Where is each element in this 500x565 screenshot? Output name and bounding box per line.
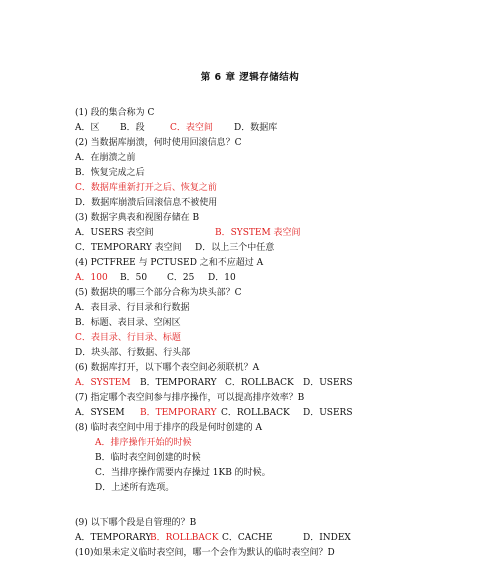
line-text: (7) 指定哪个表空间参与排序操作，可以提高排序效率？B	[75, 393, 305, 403]
line-text: D．数据库崩溃后回滚信息不被使用	[75, 198, 218, 208]
text-line	[75, 212, 199, 224]
line-text: (4) PCTFREE 与 PCTUSED 之和不应超过 A	[75, 258, 264, 268]
answer-text: B．SYSTEM 表空间	[215, 228, 301, 238]
line-text: (3) 数据字典表和视图存储在 B	[75, 213, 200, 223]
line-text: B．恢复完成之后	[75, 168, 145, 178]
line-text: A．TEMPORARY	[75, 533, 152, 543]
line-text: D．数据库	[234, 123, 278, 133]
text-line	[75, 197, 217, 209]
line-text: A．SYSEM	[75, 408, 125, 418]
text-line	[75, 392, 304, 404]
text-line	[75, 332, 181, 344]
answer-text: B．ROLLBACK	[150, 533, 219, 543]
line-text: D．INDEX	[303, 533, 351, 543]
chapter-title: 第 6 章 逻辑存储结构	[200, 72, 300, 83]
answer-text: C．表空间	[170, 123, 213, 133]
line-text: A．表目录、行目录和行数据	[75, 303, 190, 313]
line-text: B．段	[120, 123, 145, 133]
line-text: C．CACHE	[222, 533, 273, 543]
line-text: D．10	[208, 273, 236, 283]
text-line	[95, 467, 271, 479]
text-line	[75, 347, 190, 359]
answer-text: A．100	[75, 273, 108, 283]
line-text: (6) 数据库打开，以下哪个表空间必须联机？A	[75, 363, 260, 373]
line-text: D．以上三个中任意	[195, 243, 275, 253]
text-line	[95, 437, 192, 449]
text-line	[75, 152, 136, 164]
answer-text: B．TEMPORARY	[140, 408, 217, 418]
text-line	[75, 362, 259, 374]
text-line	[95, 482, 174, 494]
text-line	[75, 167, 145, 179]
line-text: A．区	[75, 123, 100, 133]
text-line	[75, 257, 263, 269]
text-line	[75, 317, 181, 329]
text-line	[75, 107, 154, 119]
line-text: D．上述所有选项。	[95, 483, 175, 493]
line-text: B．临时表空间创建的时候	[95, 453, 201, 463]
text-line	[75, 182, 217, 194]
text-line	[75, 302, 190, 314]
line-text: (1) 段的集合称为 C	[75, 108, 155, 118]
text-line	[75, 547, 335, 559]
text-line	[75, 287, 242, 299]
answer-text: A．排序操作开始的时候	[95, 438, 192, 448]
answer-text: C．数据库重新打开之后、恢复之前	[75, 183, 217, 193]
line-text: D．块头部、行数据、行头部	[75, 348, 191, 358]
line-text: (9) 以下哪个段是自管理的？B	[75, 518, 197, 528]
line-text: (5) 数据块的哪三个部分合称为块头部？C	[75, 288, 242, 298]
line-text: C．ROLLBACK	[225, 378, 294, 388]
line-text: C．25	[167, 273, 195, 283]
line-text: A．USERS 表空间	[75, 228, 154, 238]
line-text: (8) 临时表空间中用于排序的段是何时创建的 A	[75, 423, 262, 433]
line-text: C．TEMPORARY 表空间	[75, 243, 182, 253]
line-text: B．标题、表目录、空闲区	[75, 318, 181, 328]
line-text: C．ROLLBACK	[221, 408, 290, 418]
line-text: C．当排序操作需要内存操过 1KB 的时候。	[95, 468, 271, 478]
line-text: D．USERS	[303, 408, 353, 418]
line-text: B．TEMPORARY	[140, 378, 217, 388]
text-line	[75, 517, 196, 529]
answer-text: C．表目录、行目录、标题	[75, 333, 181, 343]
text-line	[75, 422, 262, 434]
line-text: (2) 当数据库崩溃，何时使用回滚信息？C	[75, 138, 242, 148]
line-text: A．在崩溃之前	[75, 153, 136, 163]
answer-text: A．SYSTEM	[75, 378, 131, 388]
line-text: B．50	[120, 273, 148, 283]
line-text: D．USERS	[303, 378, 353, 388]
text-line	[95, 452, 201, 464]
text-line	[75, 137, 242, 149]
line-text: (10)如果未定义临时表空间，哪一个会作为默认的临时表空间？D	[75, 548, 335, 558]
